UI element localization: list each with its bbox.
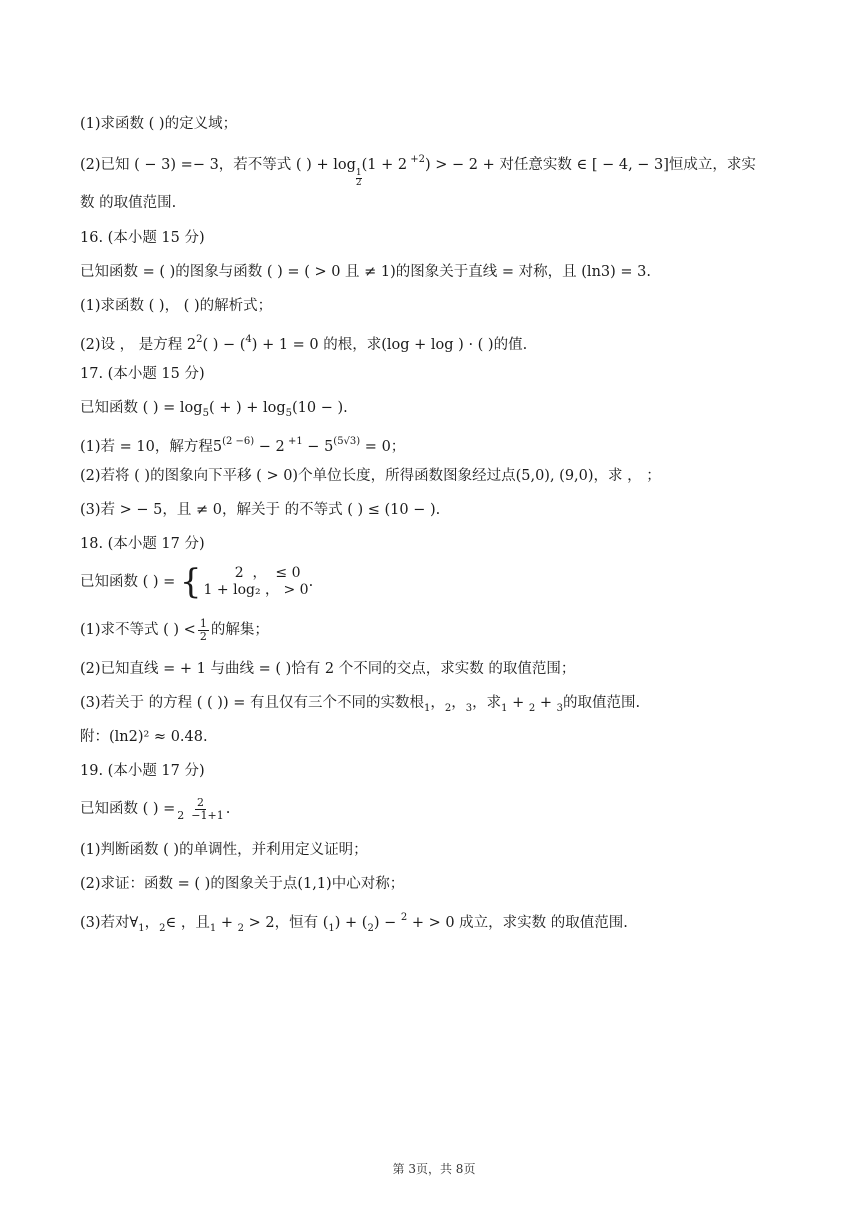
subscript: 2 — [367, 923, 374, 934]
denominator: 2 −1+1 — [177, 808, 224, 822]
text: (10 − ). — [292, 400, 348, 416]
exponent: +1 — [284, 436, 303, 447]
text: ∈ ，且 — [165, 915, 210, 931]
text: . — [225, 801, 231, 817]
exponent: 2 — [400, 912, 408, 923]
subscript: 1 — [328, 923, 335, 934]
text: 16. (本小题 15 分) — [80, 230, 205, 246]
text: 的解集； — [210, 622, 269, 638]
exponent: (2 −6) — [222, 436, 255, 447]
denominator: 2 — [199, 629, 207, 643]
q18-part3 — [80, 693, 808, 719]
q16-stem — [80, 262, 808, 282]
q17-part3 — [80, 500, 808, 520]
text: ， — [144, 915, 160, 931]
text: + — [507, 695, 529, 711]
question-19-header — [80, 761, 808, 781]
text: (1)求函数 ( )， ( )的解析式； — [80, 298, 273, 314]
subscript: 3 — [465, 703, 473, 714]
q18-part2 — [80, 659, 808, 679]
text: 17. (本小题 15 分) — [80, 366, 205, 382]
log-base: 5 — [285, 408, 293, 419]
subscript: 2 — [237, 923, 245, 934]
q17-stem — [80, 398, 808, 424]
q19-stem — [80, 795, 808, 823]
text: 数 的取值范围. — [80, 195, 177, 211]
exponent: 4 — [245, 334, 252, 345]
case-1: 2 ， ≤ 0 — [203, 565, 301, 581]
text: 18. (本小题 17 分) — [80, 536, 205, 552]
text: 附：(ln2)² ≈ 0.48. — [80, 729, 208, 745]
log-base-den: 2 — [355, 178, 362, 188]
q16-part2 — [80, 330, 808, 355]
text: ， — [451, 695, 466, 711]
subscript: 3 — [556, 703, 563, 714]
text: ) + ( — [334, 915, 368, 931]
text: (1)若 = 10，解方程5 — [80, 439, 223, 455]
text: + — [216, 915, 238, 931]
text: (1 + 2 — [361, 157, 408, 173]
text: (1)求函数 ( )的定义域； — [80, 116, 238, 132]
text: (2)已知 ( − 3) =− 3，若不等式 ( ) + log — [80, 157, 356, 173]
text: ，求 — [472, 695, 502, 711]
text: (2)设 ， 是方程 2 — [80, 337, 197, 353]
text: (2)求证：函数 = ( )的图象关于点(1,1)中心对称； — [80, 876, 405, 892]
log-base-num: 1 — [355, 168, 362, 178]
text: (3)若 > − 5，且 ≠ 0，解关于 的不等式 ( ) ≤ (10 − ). — [80, 502, 441, 518]
numerator: 1 — [199, 616, 207, 630]
q17-part1 — [80, 432, 808, 457]
text: (2)若将 ( )的图象向下平移 ( > 0)个单位长度，所得函数图象经过点(5,0), (9,0)，求 ， ； — [80, 468, 661, 484]
q19-part1 — [80, 840, 808, 860]
numerator: 2 — [197, 795, 205, 809]
piecewise-function — [179, 562, 309, 602]
text: ( ) − ( — [202, 337, 246, 353]
text: (1)判断函数 ( )的单调性，并利用定义证明； — [80, 842, 368, 858]
text: 已知函数 ( ) = — [80, 574, 176, 590]
case-2: 1 + log₂ ， > 0 — [203, 582, 309, 598]
text: 19. (本小题 17 分) — [80, 763, 205, 779]
question-16-header — [80, 228, 808, 248]
exponent: +2 — [407, 154, 425, 165]
text: − 2 — [254, 439, 285, 455]
text: ) > − 2 + 对任意实数 ∈ [ − 4, − 3]恒成立，求实 — [425, 157, 756, 173]
q17-part2 — [80, 466, 808, 486]
text: + > 0 成立，求实数 的取值范围. — [407, 915, 628, 931]
subscript: 1 — [423, 703, 431, 714]
fraction — [198, 618, 209, 643]
text: ) − — [373, 915, 401, 931]
text: (2)已知直线 = + 1 与曲线 = ( )恰有 2 个不同的交点，求实数 的取值范围； — [80, 661, 576, 677]
exponent: (5√3) — [333, 436, 361, 447]
q18-stem — [80, 563, 808, 601]
q16-part1 — [80, 296, 808, 316]
subscript: 2 — [444, 703, 452, 714]
page-footer: 第 3页，共 8页 — [392, 1162, 476, 1176]
subscript: 1 — [209, 923, 217, 934]
subscript: 2 — [159, 923, 166, 934]
text: (1)求不等式 ( ) < — [80, 622, 196, 638]
q18-part1 — [80, 616, 808, 644]
text: 已知函数 ( ) = log — [80, 400, 203, 416]
q18-appendix — [80, 727, 808, 747]
q15-part1 — [80, 114, 808, 134]
text: 已知函数 ( ) = — [80, 801, 176, 817]
subscript: 2 — [528, 703, 536, 714]
subscript: 1 — [138, 923, 145, 934]
text: + — [535, 695, 557, 711]
q15-part2-cont — [80, 193, 808, 213]
left-brace-icon: { — [179, 562, 202, 602]
text: (3)若关于 的方程 ( ( )) = 有且仅有三个不同的实数根 — [80, 695, 424, 711]
q19-part2 — [80, 874, 808, 894]
text: 的取值范围. — [562, 695, 641, 711]
q19-part3 — [80, 908, 808, 939]
text: 已知函数 = ( )的图象与函数 ( ) = ( > 0 且 ≠ 1)的图象关于直线 = 对称，且 (ln3) = 3. — [80, 264, 651, 280]
subscript: 1 — [501, 703, 508, 714]
text: (3)若对∀ — [80, 915, 139, 931]
fraction — [177, 797, 223, 822]
text: = 0； — [360, 439, 406, 455]
text: − 5 — [302, 439, 334, 455]
text: ) + 1 = 0 的根，求(log + log ) · ( )的值. — [251, 337, 528, 353]
text: ， — [430, 695, 445, 711]
text: ( + ) + log — [208, 400, 286, 416]
log-base: 5 — [202, 408, 209, 419]
exponent: 2 — [196, 334, 203, 345]
question-17-header — [80, 364, 808, 384]
text: . — [308, 574, 314, 590]
text: > 2，恒有 ( — [244, 915, 329, 931]
question-18-header — [80, 534, 808, 554]
q15-part2 — [80, 150, 808, 188]
